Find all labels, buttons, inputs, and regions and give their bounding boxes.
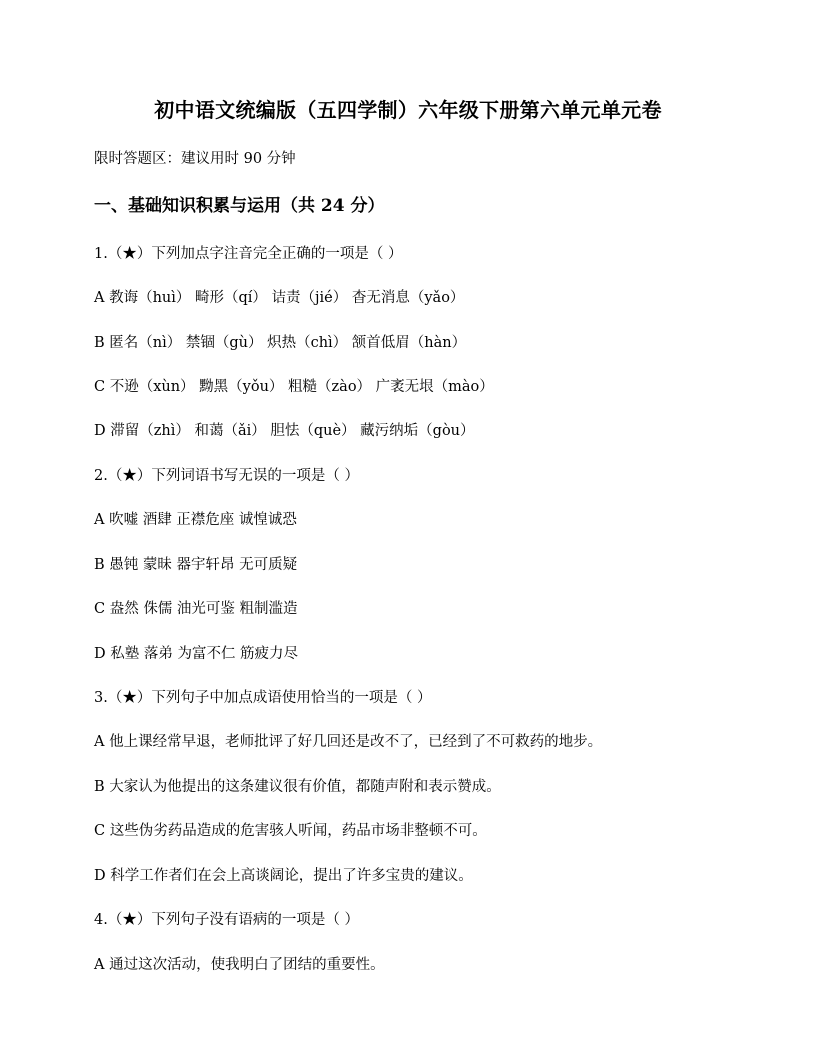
- question-2-stem: 2.（★）下列词语书写无误的一项是（ ）: [94, 468, 359, 484]
- question-2-option-d: D 私塾 落弟 为富不仁 筋疲力尽: [94, 646, 299, 662]
- question-3-option-a: A 他上课经常早退，老师批评了好几回还是改不了，已经到了不可救药的地步。: [94, 734, 603, 750]
- question-1-option-c: C 不逊（xùn） 黝黑（yǒu） 粗糙（zào） 广袤无垠（mào）: [94, 379, 494, 395]
- question-1-option-a: A 教诲（huì） 畸形（qí） 诘责（jié） 杳无消息（yǎo）: [94, 290, 465, 306]
- question-4-stem: 4.（★）下列句子没有语病的一项是（ ）: [94, 912, 359, 928]
- question-3-option-b: B 大家认为他提出的这条建议很有价值，都随声附和表示赞成。: [94, 779, 501, 795]
- question-1-option-d: D 滞留（zhì） 和蔼（ǎi） 胆怯（què） 藏污纳垢（gòu）: [94, 423, 475, 439]
- question-2-option-a: A 吹嘘 酒肆 正襟危座 诚惶诚恐: [94, 512, 297, 528]
- question-4-option-a: A 通过这次活动，使我明白了团结的重要性。: [94, 957, 385, 973]
- page-title: 初中语文统编版（五四学制）六年级下册第六单元单元卷: [154, 98, 662, 122]
- question-1-stem: 1.（★）下列加点字注音完全正确的一项是（ ）: [94, 246, 403, 262]
- section-heading: 一、基础知识积累与运用（共 24 分）: [94, 196, 385, 216]
- question-1-option-b: B 匿名（nì） 禁锢（gù） 炽热（chì） 颔首低眉（hàn）: [94, 335, 467, 351]
- question-3-stem: 3.（★）下列句子中加点成语使用恰当的一项是（ ）: [94, 690, 432, 706]
- time-note: 限时答题区：建议用时 90 分钟: [94, 151, 296, 167]
- question-3-option-d: D 科学工作者们在会上高谈阔论，提出了许多宝贵的建议。: [94, 868, 473, 884]
- question-2-option-b: B 愚钝 蒙昧 器宇轩昂 无可质疑: [94, 557, 298, 573]
- question-3-option-c: C 这些伪劣药品造成的危害骇人听闻，药品市场非整顿不可。: [94, 823, 487, 839]
- question-2-option-c: C 盎然 侏儒 油光可鉴 粗制滥造: [94, 601, 298, 617]
